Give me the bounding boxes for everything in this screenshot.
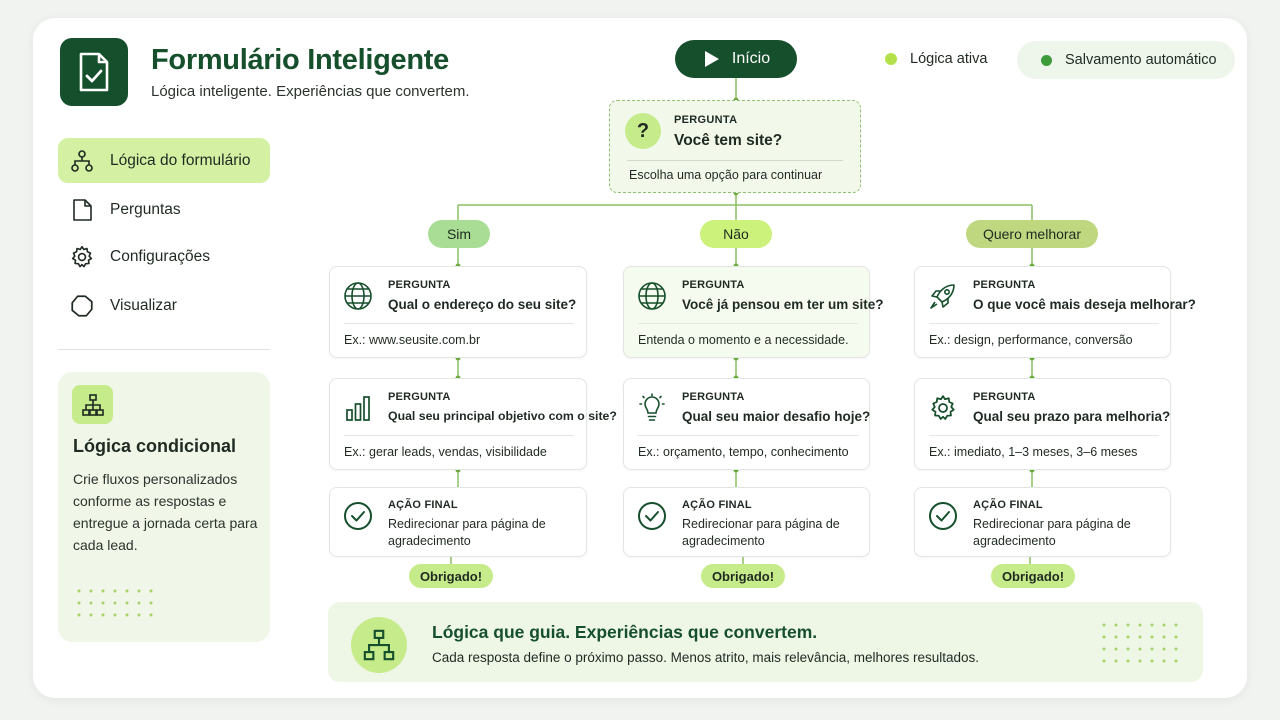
- question-card[interactable]: [914, 266, 1196, 358]
- question-text: Qual seu principal objetivo com o site?: [388, 409, 617, 423]
- question-card[interactable]: [623, 378, 870, 470]
- gear-icon: [69, 244, 95, 270]
- sidebar-item-form-logic[interactable]: [58, 138, 270, 183]
- lightbulb-icon: [636, 392, 668, 424]
- thanks-label: Obrigado!: [711, 568, 775, 584]
- question-tag: PERGUNTA: [682, 279, 745, 291]
- final-action-text: Redirecionar para página de agradecimento: [682, 517, 840, 548]
- check-circle-icon: [927, 500, 959, 532]
- conditional-logic-text: Crie fluxos personalizados conforme as respostas e entregue a jornada certa para cada lead.: [73, 471, 258, 553]
- card-divider: [627, 160, 843, 161]
- question-card[interactable]: [329, 266, 587, 358]
- question-mark-icon: ?: [625, 113, 661, 149]
- question-example: Ex.: www.seusite.com.br: [344, 333, 481, 347]
- banner-text: Cada resposta define o próximo passo. Menos atrito, mais relevância, melhores resultados.: [432, 650, 980, 665]
- question-tag: PERGUNTA: [674, 114, 738, 126]
- globe-icon: [342, 280, 374, 312]
- app-window: [33, 18, 1247, 698]
- card-divider: [638, 435, 858, 436]
- document-check-icon: [76, 51, 112, 93]
- final-action-text: Redirecionar para página de agradecimento: [388, 517, 546, 548]
- card-divider: [638, 323, 858, 324]
- start-button-label: Início: [731, 50, 771, 67]
- sidebar-item-questions[interactable]: [58, 187, 270, 232]
- flow-icon: [69, 148, 95, 174]
- bar-chart-icon: [342, 392, 374, 424]
- logic-status-label: Lógica ativa: [910, 51, 988, 67]
- option-improve[interactable]: [966, 220, 1098, 248]
- question-text: Qual o endereço do seu site?: [388, 297, 577, 312]
- check-circle-icon: [342, 500, 374, 532]
- question-tag: PERGUNTA: [973, 279, 1036, 291]
- question-text: Você tem site?: [674, 132, 783, 149]
- sitemap-icon: [72, 385, 113, 424]
- decorative-dots: [73, 585, 158, 623]
- conditional-logic-title: Lógica condicional: [73, 436, 237, 456]
- thanks-label: Obrigado!: [1001, 568, 1065, 584]
- sitemap-icon: [351, 617, 407, 673]
- card-divider: [344, 435, 574, 436]
- option-label: Sim: [446, 226, 472, 242]
- sidebar-item-label: Configurações: [110, 247, 210, 265]
- rocket-icon: [927, 280, 959, 312]
- question-example: Ex.: design, performance, conversão: [929, 333, 1133, 347]
- info-banner: [328, 602, 1203, 682]
- card-divider: [929, 435, 1159, 436]
- question-tag: PERGUNTA: [388, 279, 451, 291]
- final-action-tag: AÇÃO FINAL: [388, 499, 458, 511]
- sidebar-item-label: Visualizar: [110, 296, 177, 314]
- question-card[interactable]: [914, 378, 1171, 470]
- card-divider: [344, 323, 574, 324]
- final-action-tag: AÇÃO FINAL: [682, 499, 752, 511]
- final-action-card[interactable]: [623, 487, 870, 557]
- question-tag: PERGUNTA: [682, 391, 745, 403]
- check-circle-icon: [636, 500, 668, 532]
- sidebar-item-preview[interactable]: [58, 283, 270, 328]
- question-example: Entenda o momento e a necessidade.: [638, 333, 849, 347]
- option-no[interactable]: [700, 220, 772, 248]
- start-button[interactable]: [675, 40, 797, 78]
- final-action-card[interactable]: [914, 487, 1171, 557]
- question-text: O que você mais deseja melhorar?: [973, 297, 1196, 312]
- banner-title: Lógica que guia. Experiências que convertem.: [432, 622, 818, 642]
- app-logo: [60, 38, 128, 106]
- app-title: Formulário Inteligente: [151, 44, 449, 76]
- card-divider: [929, 323, 1159, 324]
- question-tag: PERGUNTA: [973, 391, 1036, 403]
- status-dot: [885, 53, 897, 65]
- document-icon: [69, 197, 95, 223]
- question-card[interactable]: [623, 266, 884, 358]
- app-subtitle: Lógica inteligente. Experiências que convertem.: [151, 83, 470, 100]
- decorative-dots: [1098, 619, 1180, 665]
- option-label: Não: [723, 226, 749, 242]
- thanks-badge: [991, 564, 1075, 588]
- sidebar-item-label: Perguntas: [110, 200, 181, 218]
- thanks-badge: [701, 564, 785, 588]
- status-dot: [1041, 55, 1052, 66]
- question-example: Ex.: imediato, 1–3 meses, 3–6 meses: [929, 445, 1138, 459]
- sidebar-divider: [58, 349, 270, 350]
- final-action-tag: AÇÃO FINAL: [973, 499, 1043, 511]
- gear-icon: [927, 392, 959, 424]
- thanks-label: Obrigado!: [419, 568, 483, 584]
- play-icon: [702, 50, 720, 68]
- option-label: Quero melhorar: [982, 226, 1082, 242]
- question-text: Qual seu maior desafio hoje?: [682, 409, 871, 424]
- question-card[interactable]: [329, 378, 617, 470]
- globe-icon: [636, 280, 668, 312]
- final-action-card[interactable]: [329, 487, 587, 557]
- question-text: Qual seu prazo para melhoria?: [973, 409, 1171, 424]
- autosave-status-label: Salvamento automático: [1065, 52, 1217, 68]
- final-action-text: Redirecionar para página de agradecimento: [973, 517, 1131, 548]
- conditional-logic-card: [58, 372, 270, 642]
- sidebar-item-label: Lógica do formulário: [110, 151, 251, 169]
- question-text: Você já pensou em ter um site?: [682, 297, 884, 312]
- question-hint: Escolha uma opção para continuar: [629, 168, 823, 182]
- eye-icon: [69, 293, 95, 319]
- sidebar-item-settings[interactable]: [58, 234, 270, 279]
- autosave-status: [1017, 41, 1235, 79]
- logic-status: [885, 51, 987, 67]
- question-example: Ex.: gerar leads, vendas, visibilidade: [344, 445, 547, 459]
- thanks-badge: [409, 564, 493, 588]
- question-example: Ex.: orçamento, tempo, conhecimento: [638, 445, 849, 459]
- root-question-card[interactable]: [609, 100, 861, 193]
- question-tag: PERGUNTA: [388, 391, 451, 403]
- option-yes[interactable]: [428, 220, 490, 248]
